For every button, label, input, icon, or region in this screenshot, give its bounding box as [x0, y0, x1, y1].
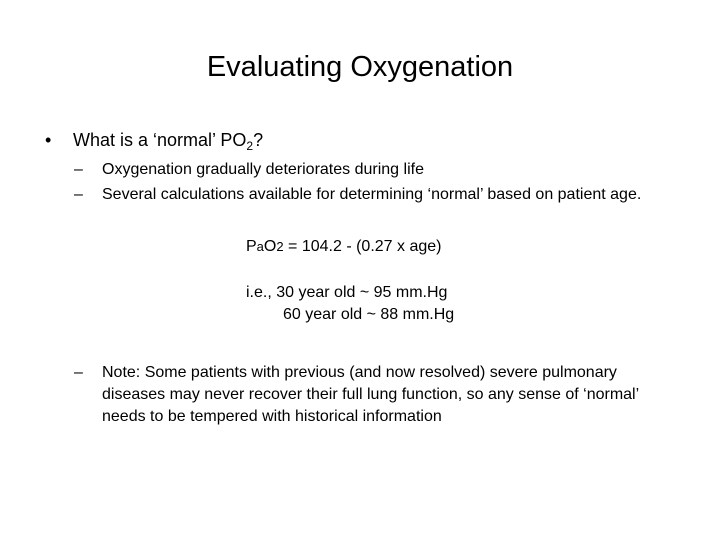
formula-rest: = 104.2 - (0.27 x age) [283, 238, 442, 255]
bullet-subscript: 2 [246, 139, 254, 153]
formula-two: 2 [276, 239, 284, 254]
sub-item-text: Oxygenation gradually deteriorates during life [102, 161, 424, 178]
formula-o: O [263, 238, 277, 255]
sub-item-dash: – [74, 186, 83, 203]
formula-a: a [256, 239, 264, 254]
note-dash: – [74, 364, 83, 381]
bullet-item [45, 128, 263, 154]
pao2-formula [246, 236, 441, 258]
age-examples [246, 282, 454, 326]
sub-item-text: Several calculations available for determining ‘normal’ based on patient age. [102, 186, 642, 203]
example-line-2: 60 year old ~ 88 mm.Hg [283, 306, 455, 323]
bullet-marker: • [45, 130, 52, 150]
bullet-text: What is a ‘normal’ PO [73, 130, 247, 150]
example-line-1: i.e., 30 year old ~ 95 mm.Hg [246, 284, 448, 301]
sub-item-dash: – [74, 161, 83, 178]
slide-title: Evaluating Oxygenation [206, 51, 514, 83]
bullet-text-end: ? [253, 130, 264, 150]
note-text: Note: Some patients with previous (and now resolved) severe pulmonary diseases may never recover their full lung function, so any sense of ‘normal’ needs to be tempered with historical information [102, 364, 639, 425]
formula-p: P [246, 238, 257, 255]
